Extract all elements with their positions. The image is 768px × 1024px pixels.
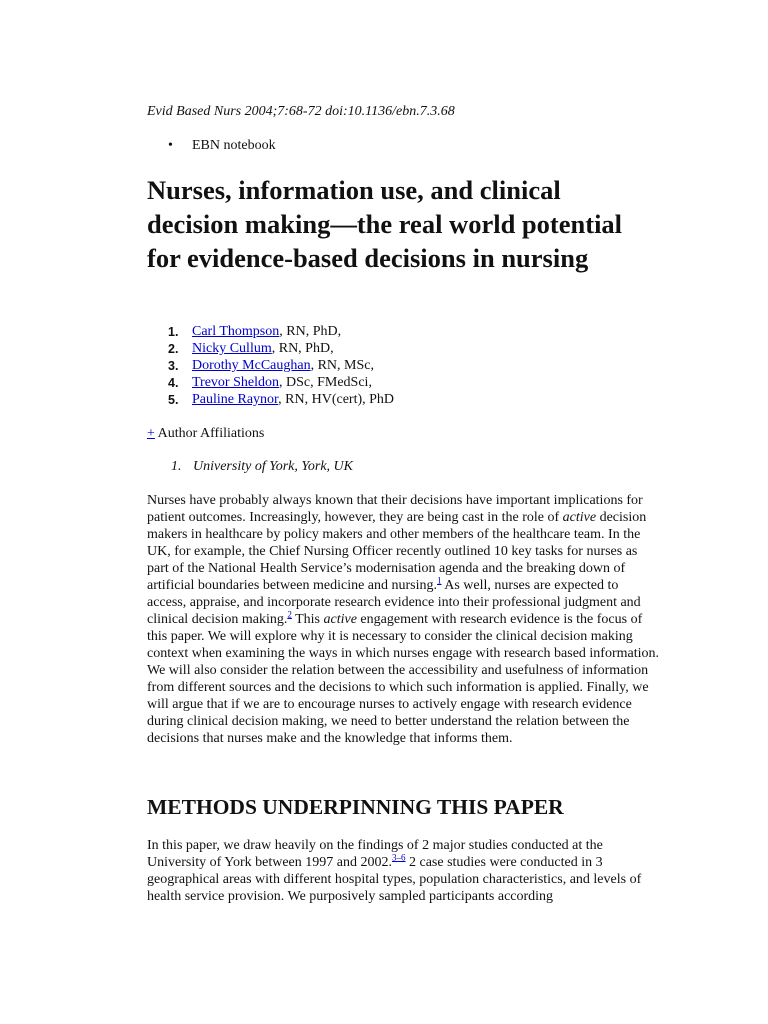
text-run: This [291,612,324,627]
author-credentials: , RN, PhD, [279,324,342,339]
list-item [147,138,276,154]
author-item [147,374,394,391]
author-list [147,323,394,408]
author-number: 2. [168,342,179,356]
text-run: As well, nurses are expected to access, appraise, and incorporate research evidence into their professional judgment and clinical decision making. [147,578,641,627]
author-number: 3. [168,359,179,373]
section-list [147,138,276,154]
author-credentials: , RN, PhD, [271,341,334,356]
author-link[interactable]: Pauline Raynor [192,392,279,407]
author-number: 5. [168,393,179,407]
author-item [147,391,394,408]
affiliation-text: University of York, York, UK [193,459,353,474]
author-link[interactable]: Nicky Cullum [192,341,272,356]
author-link[interactable]: Dorothy McCaughan [192,358,311,373]
author-number: 4. [168,376,179,390]
section-heading: METHODS UNDERPINNING THIS PAPER [147,795,564,819]
author-item [147,323,394,340]
citation: Evid Based Nurs 2004;7:68-72 doi:10.1136/ebn.7.3.68 [147,104,455,119]
text-run: engagement with research evidence is the focus of this paper. We will explore why it is necessary to consider the clinical decision making context when examining the ways in which nurses engage with research based information. We will also consider the relation between the accessibility and usefulness of information from different sources and the decisions to which such information is applied. Finally, we will argue that if we are to encourage nurses to actively engage with research evidence during clinical decision making, we need to better understand the relation between the decisions that nurses make and the knowledge that informs them. [147,612,660,746]
affiliations-label: Author Affiliations [157,426,265,441]
author-item [147,357,394,374]
section-label: EBN notebook [192,138,276,153]
author-affiliations [147,426,264,442]
author-credentials: , DSc, FMedSci, [279,375,372,390]
affiliations-toggle[interactable]: + [147,426,155,441]
author-link[interactable]: Carl Thompson [192,324,280,339]
methods-paragraph [147,837,659,905]
author-credentials: , RN, MSc, [310,358,374,373]
intro-paragraph [147,492,659,747]
emphasis: active [562,510,597,525]
article-title: Nurses, information use, and clinical decision making—the real world potential for evidence-based decisions in nursing [147,175,623,273]
author-credentials: , RN, HV(cert), PhD [278,392,395,407]
bullet-icon: • [168,138,173,153]
text-run: 2 case studies were conducted in 3 geographical areas with different hospital types, population characteristics, and levels of health service provision. We purposively sampled participants according [147,855,642,904]
author-number: 1. [168,325,179,339]
text-run: Nurses have probably always known that their decisions have important implications for patient outcomes. Increasingly, however, they are being cast in the role of [147,493,643,525]
reference-link[interactable]: 2 [287,609,292,620]
text-run: decision makers in healthcare by policy makers and other members of the healthcare team. In the UK, for example, the Chief Nursing Officer recently outlined 10 key tasks for nurses as part of the National Health Service’s modernisation agenda and the breaking down of artificial boundaries between medicine and nursing. [147,510,647,593]
text-run: In this paper, we draw heavily on the findings of 2 major studies conducted at the University of York between 1997 and 2002. [147,838,603,870]
author-item [147,340,394,357]
emphasis: active [323,612,357,627]
affiliation-number: 1. [171,459,182,474]
author-link[interactable]: Trevor Sheldon [192,375,279,390]
reference-link[interactable]: 1 [437,575,442,586]
reference-link[interactable]: 3–6 [391,852,406,863]
